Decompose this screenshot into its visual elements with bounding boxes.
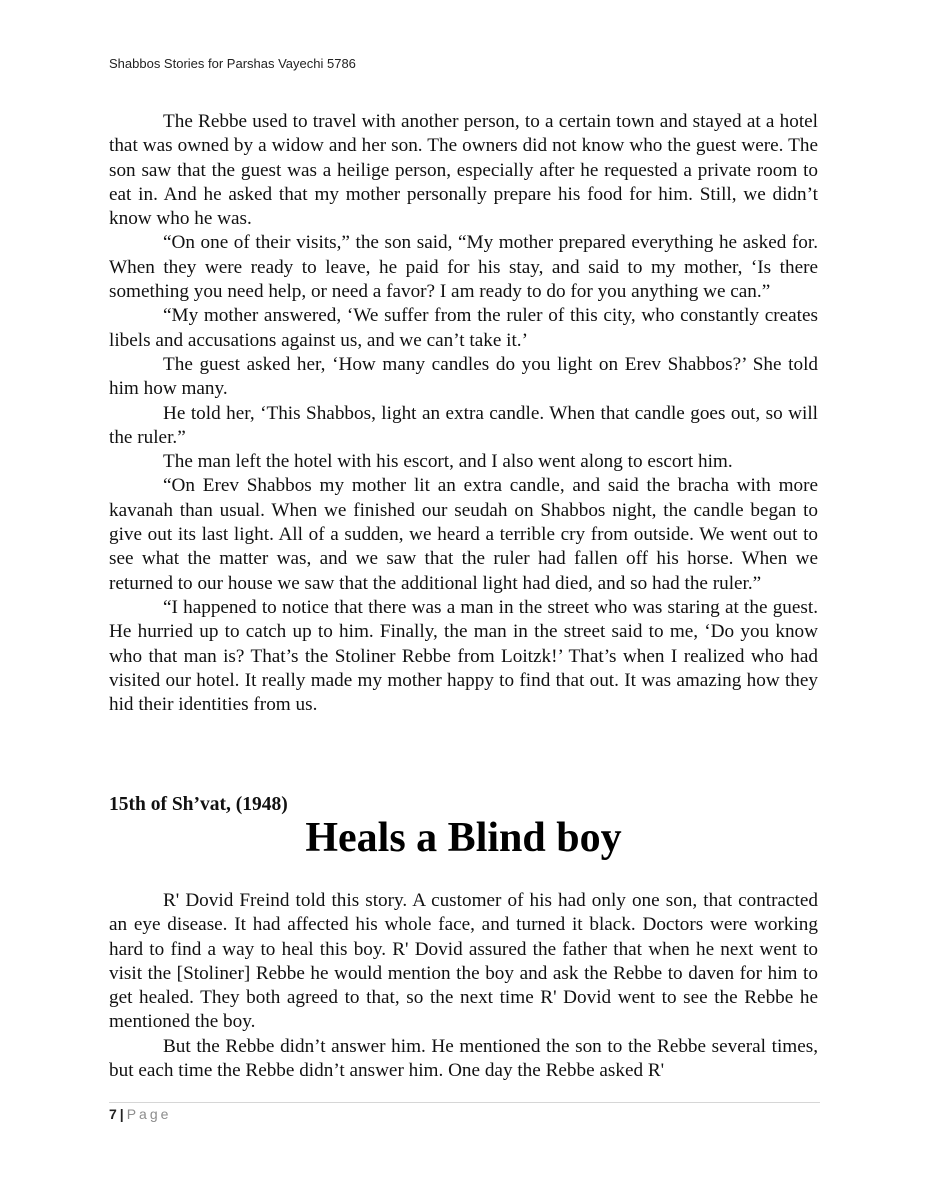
footer-divider bbox=[109, 1102, 820, 1103]
story-title: Heals a Blind boy bbox=[305, 815, 622, 861]
story-date: 15th of Sh’vat, (1948) bbox=[109, 794, 288, 815]
story-paragraph: “I happened to notice that there was a man in the street who was staring at the guest. He hurried up to catch up to him. Finally, the man in the street said to me, ‘Do you know who that man is? That’s the Stoliner Rebbe from Loitzk!’ That’s when I realized who had visited our hotel. It really made my mother happy to find that out. It was amazing how they hid their identities from us. bbox=[109, 596, 818, 716]
story-paragraph: He told her, ‘This Shabbos, light an extra candle. When that candle goes out, so will the ruler.” bbox=[109, 402, 818, 448]
footer-separator: | bbox=[119, 1106, 124, 1122]
story-paragraph: “On Erev Shabbos my mother lit an extra candle, and said the bracha with more kavanah than usual. When we finished our seudah on Shabbos night, the candle began to give out its last light. All of a sudden, we heard a terrible cry from outside. We went out to see what the matter was, and we saw that the ruler had fallen off his horse. When we returned to our house we saw that the additional light had died, and so had the ruler.” bbox=[109, 475, 818, 594]
story-paragraph: But the Rebbe didn’t answer him. He mentioned the son to the Rebbe several times, but each time the Rebbe didn’t answer him. One day the Rebbe asked R' bbox=[109, 1035, 818, 1082]
story-paragraph: “On one of their visits,” the son said, “My mother prepared everything he asked for. When they were ready to leave, he paid for his stay, and said to my mother, ‘Is there something you need help, or need a favor? I am ready to do for you anything we can.” bbox=[109, 232, 818, 303]
story-paragraph: The Rebbe used to travel with another person, to a certain town and stayed at a hotel that was owned by a widow and her son. The owners did not know who the guest were. The son saw that the guest was a heilige person, especially after he requested a private room to eat in. And he asked that my mother personally prepare his food for him. Still, we didn’t know who he was. bbox=[109, 111, 818, 230]
story-paragraph: R' Dovid Freind told this story. A customer of his had only one son, that contracted an eye disease. It had affected his whole face, and turned it black. Doctors were working hard to find a way to heal this boy. R' Dovid assured the father that when he next went to visit the [Stoliner] Rebbe he would mention the boy and ask the Rebbe to daven for him to get healed. They both agreed to that, so the next time R' Dovid went to see the Rebbe he mentioned the boy. bbox=[109, 890, 818, 1033]
page-number: 7 bbox=[109, 1106, 117, 1122]
page-label: Page bbox=[126, 1106, 172, 1122]
story-paragraph: “My mother answered, ‘We suffer from the ruler of this city, who constantly creates libels and accusations against us, and we can’t take it.’ bbox=[109, 305, 818, 351]
story-body bbox=[109, 889, 818, 1083]
running-header: Shabbos Stories for Parshas Vayechi 5786 bbox=[109, 56, 356, 71]
story-paragraph: The man left the hotel with his escort, and I also went along to escort him. bbox=[163, 451, 733, 473]
story-paragraph: The guest asked her, ‘How many candles do you light on Erev Shabbos?’ She told him how many. bbox=[109, 353, 818, 400]
story-body bbox=[109, 110, 818, 717]
page-footer bbox=[109, 1106, 171, 1122]
